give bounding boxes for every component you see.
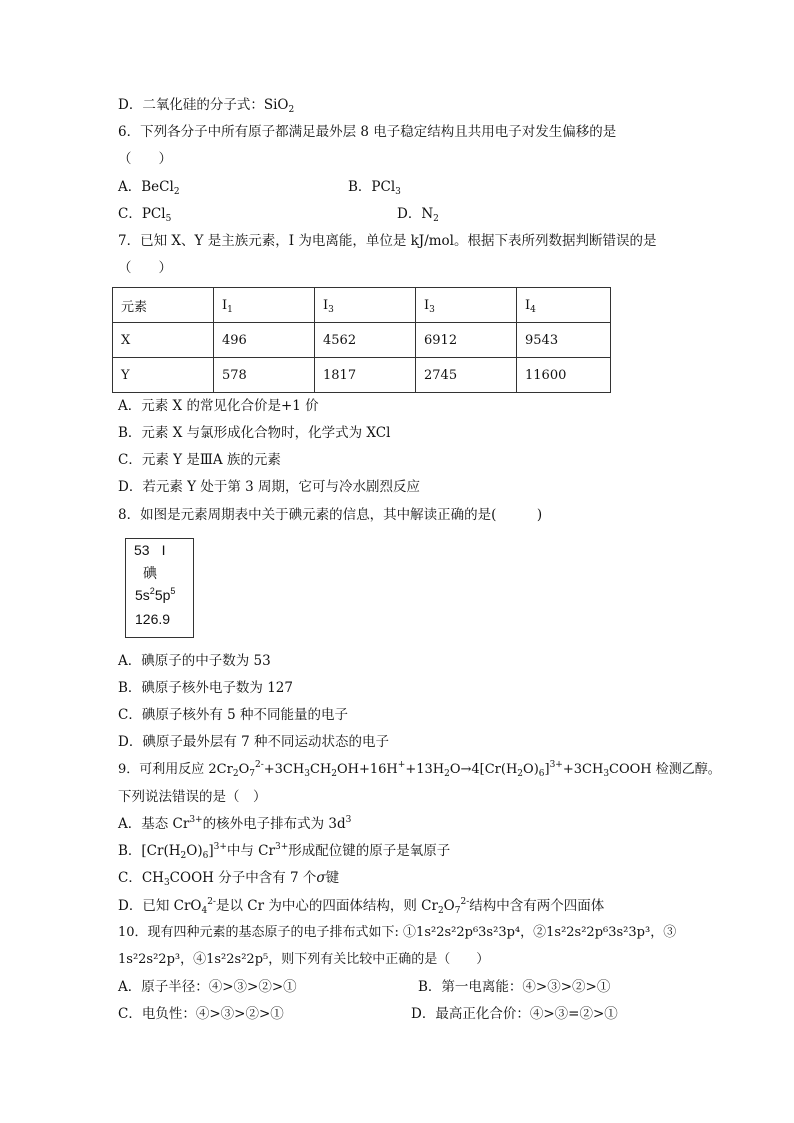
table-cell: 11600 — [517, 358, 611, 393]
electron-config: $5s^25p^5$ — [135, 586, 176, 603]
q7-option-d: D．若元素 Y 处于第 3 周期，它可与冷水剧烈反应 — [118, 479, 420, 495]
q8-option-c: C．碘原子核外有 5 种不同能量的电子 — [118, 707, 349, 723]
q6-paren: （ ） — [118, 151, 172, 167]
q8-option-a: A．碘原子的中子数为 53 — [118, 653, 271, 669]
q10-option-d: D．最高正化合价：④>③=②>① — [411, 1006, 618, 1022]
table-header-row — [113, 288, 611, 323]
table-header-cell: $I_3$ — [416, 288, 517, 323]
q7-option-a: A．元素 X 的常见化合价是+1 价 — [118, 398, 319, 414]
q10-stem-line1: 10．现有四种元素的基态原子的电子排布式如下: ①1s²2s²2p⁶3s²3p⁴，②1s²2s²2p⁶3s²3p³，③ — [118, 925, 677, 940]
atomic-mass: 126.9 — [135, 611, 171, 627]
table-cell: 496 — [214, 323, 315, 358]
q10-option-c: C．电负性：④>③>②>① — [118, 1006, 284, 1022]
q6-option-d: D．$N_2$ — [397, 206, 439, 224]
q10-stem-line2: 1s²2s²2p³，④1s²2s²2p⁵，则下列有关比较中正确的是（ ） — [118, 952, 490, 967]
table-cell: 2745 — [416, 358, 517, 393]
q8-stem: 8．如图是元素周期表中关于碘元素的信息，其中解读正确的是( ) — [118, 507, 543, 523]
table-cell: Y — [113, 358, 214, 393]
q8-option-b: B．碘原子核外电子数为 127 — [118, 680, 293, 696]
q6-option-b: B．PCl$_3$ — [348, 179, 401, 197]
table-cell: 1817 — [315, 358, 416, 393]
element-name: 碘 — [143, 566, 157, 582]
table-cell: 9543 — [517, 323, 611, 358]
q9-stem-line1: 9．可利用反应 $2Cr_2O_7^{2-}+3CH_3CH_2OH+16H^++13H_2O\to 4[Cr(H_2O)_6]^{3+}+3CH_3COOH$ 检测乙醇。 — [118, 760, 721, 779]
element-symbol: I — [161, 542, 166, 558]
q7-option-b: B．元素 X 与氯形成化合物时，化学式为 XCl — [118, 425, 391, 441]
q9-option-a: A．基态 $Cr^{3+}$的核外电子排布式为 $3d^3$ — [118, 815, 352, 832]
table-row — [113, 323, 611, 358]
q7-stem: 7．已知 X、Y 是主族元素，I 为电离能，单位是 kJ/mol。根据下表所列数据判断错误的是 — [118, 233, 657, 249]
table-row — [113, 358, 611, 393]
table-header-cell: 元素 — [113, 288, 214, 323]
q6-option-a: A．BeCl$_2$ — [118, 179, 180, 197]
element-number-symbol — [134, 542, 165, 558]
q9-option-d: D．已知 CrO$_4^{2-}$是以 Cr 为中心的四面体结构，则 $Cr_2O_7^{2-}$结构中含有两个四面体 — [118, 897, 605, 916]
q9-option-b: B．$[Cr(H_2O)_6]^{3+}$中与 $Cr^{3+}$形成配位键的原子是氧原子 — [118, 842, 451, 861]
ionization-energy-table — [112, 287, 611, 393]
q7-paren: （ ） — [118, 260, 172, 276]
iodine-element-card — [125, 538, 194, 638]
atomic-number: 53 — [134, 542, 150, 558]
q10-option-a: A．原子半径：④>③>②>① — [118, 979, 297, 995]
table-cell: 6912 — [416, 323, 517, 358]
table-cell: 578 — [214, 358, 315, 393]
q10-option-b: B．第一电离能：④>③>②>① — [418, 979, 611, 995]
q6-option-c: C．PCl$_5$ — [118, 206, 172, 224]
q7-option-c: C．元素 Y 是ⅢA 族的元素 — [118, 452, 281, 468]
table-cell: 4562 — [315, 323, 416, 358]
table-header-cell: $I_1$ — [214, 288, 315, 323]
table-header-cell: $I_3$ — [315, 288, 416, 323]
q6-stem: 6．下列各分子中所有原子都满足最外层 8 电子稳定结构且共用电子对发生偏移的是 — [118, 124, 617, 140]
table-cell: X — [113, 323, 214, 358]
q9-stem-line2: 下列说法错误的是（ ） — [118, 789, 267, 805]
table-header-cell: $I_4$ — [517, 288, 611, 323]
q5-option-d: D．二氧化硅的分子式：SiO$_2$ — [118, 97, 295, 115]
q8-option-d: D．碘原子最外层有 7 种不同运动状态的电子 — [118, 734, 389, 750]
q9-option-c: C．$CH_3COOH$ 分子中含有 7 个σ键 — [118, 870, 340, 888]
